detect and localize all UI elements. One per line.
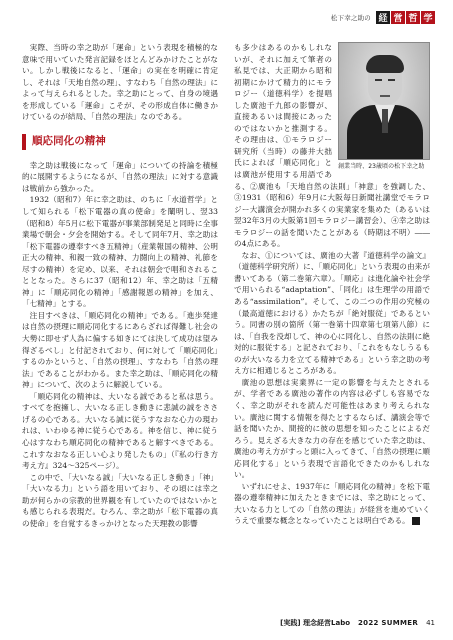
header-char: 経 (376, 11, 390, 24)
body-paragraph: 幸之助は戦後になって「運命」についての持論を積極的に展開するようになるが、「自然の理法」に対する意識は戦前から強かった。 (22, 160, 218, 193)
left-column (22, 42, 218, 529)
photo-figure (338, 42, 430, 171)
body-paragraph: 「順応同化の精神は、大いなる誠であると私は思う。すべてを抱擁し、大いなる正しき動きに悲誠の誠をささげるの心である。大いなる誠に従うすなおな心力の現われは、いわゆる神に従う心である。神を信じ、神に従う心はすなわち順応同化の精神であると解すべきである。これすなおなる正しい心より発したもの」（『私の行き方 考え方』324～325ページ）。 (22, 391, 218, 471)
body-paragraph: 注目すべきは、「順応同化の精神」である。「進歩発達は自然の摂理に順応同化するにあらざれば得難し社会の大勢に即せず人為に偏する如きにては決して成功は望み得ざるべし」と付記されており、何に対して「順応同化」するのかというと、「自然の摂理」、すなわち「自然の理法」であることがわかる。また幸之助は、「順応同化の精神」について、次のように解説している。 (22, 310, 218, 390)
body-paragraph: 1932（昭和7）年に幸之助は、のちに「水道哲学」として知られる「松下電器の真の使命」を闡明し、翌33（昭和8）年5月に松下電器が事業部制発足と同時に全事業場で朝会・夕会を開始する。そして同年7月、幸之助は「松下電器の遵奉すべき五精神」（産業報国の精神、公明正大の精神、和親一致の精神、力闘向上の精神、礼節を尽すの精神）を定め、以来、それは朝会で唱和されることとなった。さらに37（昭和12）年、幸之助は「五精神」に「順応同化の精神」「感謝報恩の精神」を加え、「七精神」とする。 (22, 195, 218, 309)
body-paragraph (234, 481, 430, 527)
header-subtitle: 松下幸之助の (330, 13, 371, 22)
header-title-box (375, 11, 435, 24)
body-paragraph: も多少はあるのかもしれないが、それに加えて筆者の私見では、大正期から昭和初期にかけて精力的にモラロジー（道徳科学）を提唱した廣池千九郎の影響が、直接あるいは間接にあったのではないかと推測する。その理由は、①モラロジー研究所（当時）の藤井大拙氏によれば「順応同化」とは廣池が使用する用語である、②廣池も「天地自然の法則」「神意」を強調した、③1931（昭和6）年9月に大阪毎日新聞社講堂でモラロジー大講演会が開かれ多くの実業家を集めた（あるいは翌32年3月の大阪第1回モラロジー講習会）、④幸之助はモラロジーの話を聞いたことがある（時期は不明）――の4点にある。 (234, 43, 430, 249)
issue-label: 2022 SUMMER (358, 619, 419, 627)
body-paragraph: この中で、「大いなる誠」「大いなる正しき動き」「神」「大いなる力」という語を用いており、その頃には幸之助が何らかの宗教的世界観を有していたのではないかとも感じられる表現だ。むろん、幸之助が「松下電器の真の使命」を自覚するきっかけとなった天理教の影響 (22, 472, 218, 528)
header-char: 哲 (406, 11, 420, 24)
right-column (234, 42, 430, 527)
section-title: 順応同化の精神 (32, 135, 106, 148)
section-heading (22, 134, 218, 150)
header-char: 営 (391, 11, 405, 24)
body-paragraph: 廣池の思想は実業界に一定の影響を与えたとされるが、学者である廣池の著作の内容は必ずしも容易でなく、幸之助がそれを読んだ可能性はあまり考えられない。廣池に関する情報を得たとするならば、講演会等で話を聞いたか、間接的に彼の思想を知ったことによるだろう。見えざる大きな力の存在を感じていた幸之助は、廣池の考え方がすっと頭に入ってきて、「自然の摂理に順応同化する」という表現で言語化できたのかもしれない。 (234, 377, 430, 480)
body-paragraph: 実際、当時の幸之助が「運命」という表現を積極的な意味で用いていた発言記録をほとんどみかけたことがない。しかし戦後になると、「運命」の実在を明確に肯定し、それは「天地自然の理」、すなわち「自然の理法」によって与えられるとした。幸之助にとって、自身の境遇を形成している「運命」こそが、その形成自体に働きかけているのが結局、「自然の理法」なのである。 (22, 43, 218, 122)
page-header (331, 10, 435, 24)
magazine-name: [実践] 理念経営Labo (280, 619, 351, 627)
photo-caption: 創業当時、23歳頃の松下幸之助 (338, 163, 425, 170)
header-char: 学 (421, 11, 435, 24)
page-number: 41 (426, 619, 435, 627)
closing-paragraph-text: いずれにせよ、1937年に「順応同化の精神」を松下電器の遵奉精神に加えたときまでには、幸之助にとって、大いなる力としての「自然の理法」が経営を進めていくうえで重要な概念となっていたことは明白である。 (234, 481, 430, 526)
end-mark-icon: L (412, 517, 420, 525)
page-footer (280, 618, 435, 628)
body-paragraph: なお、①については、廣池の大著『道徳科学の論文』（道徳科学研究所）に、「順応同化」という表現の由来が書いてある（第二巻第六章）。「順応」は進化論や社会学で用いられる“adaptation”、「同化」は生理学の用語である“assimilation”。そして、この二つの作用の究極の（最高道徳における）かたちが「絶対服従」であるという。同書の別の箇所（第一巻第十四章第七項第八節）には、「自我を没却して、神の心に同化し、自然の法則に絶対的に服従する」と記されており、「これをもなしうるものが大いなる力を立てる精神である」という幸之助の考え方に相通じるところがある。 (234, 250, 430, 376)
section-bar (22, 134, 26, 150)
portrait-photo (338, 42, 430, 160)
